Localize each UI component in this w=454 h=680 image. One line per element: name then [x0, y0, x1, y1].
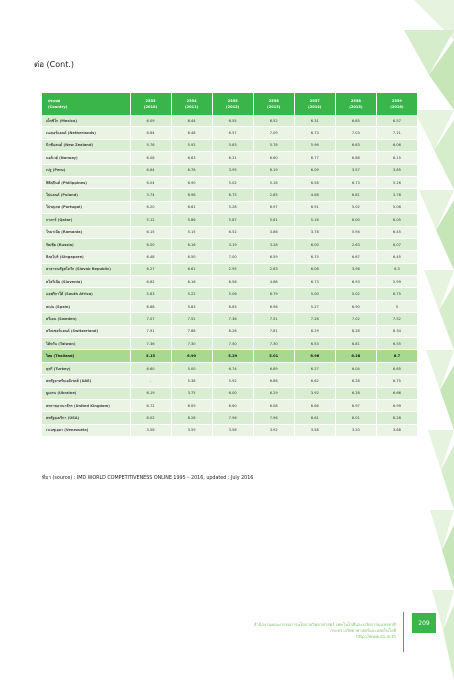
country-cell: เนเธอร์แลนด์ (Netherlands)	[42, 127, 130, 139]
value-cell: 7.52	[171, 313, 212, 325]
value-cell: 5.02	[335, 288, 376, 300]
page-number: 209	[412, 613, 436, 633]
value-cell: 2.95	[212, 263, 253, 275]
value-cell: 5.28	[212, 201, 253, 213]
value-cell: 6.66	[376, 387, 417, 399]
table-row	[42, 164, 418, 176]
country-cell: โปรตุเกส (Portugal)	[42, 201, 130, 213]
value-cell: 6.19	[253, 164, 294, 176]
table-header	[42, 93, 418, 115]
value-cell: 3.92	[253, 424, 294, 436]
table-row	[42, 238, 418, 250]
year-ad: (2015)	[349, 105, 363, 109]
table-row	[42, 424, 418, 436]
value-cell: 7.00	[212, 251, 253, 263]
value-cell: 6.97	[253, 201, 294, 213]
value-cell: 6.67	[335, 251, 376, 263]
value-cell: 6.3	[376, 263, 417, 275]
country-cell: สิงคโปร์ (Singapore)	[42, 251, 130, 263]
value-cell: 8.29	[294, 325, 335, 337]
value-cell: 5.00	[294, 288, 335, 300]
value-cell: 7.96	[212, 412, 253, 424]
value-cell: 5.83	[212, 139, 253, 151]
value-cell: 6.73	[294, 276, 335, 288]
year-column-header	[212, 93, 253, 115]
year-be: 2558	[350, 99, 361, 103]
country-cell: ยูเครน (Ukraine)	[42, 387, 130, 399]
value-cell: 6.28	[335, 375, 376, 387]
value-cell: 6.27	[130, 263, 171, 275]
table-row	[42, 276, 418, 288]
value-cell: 6.55	[212, 115, 253, 127]
value-cell: 6.60	[130, 362, 171, 374]
value-cell: 5.22	[171, 288, 212, 300]
value-cell: 6.96	[253, 300, 294, 312]
header-row	[42, 93, 418, 115]
table-row	[42, 226, 418, 238]
value-cell: 5.86	[171, 214, 212, 226]
value-cell: 8.01	[335, 412, 376, 424]
page-heading: ต่อ (Cont.)	[34, 60, 75, 69]
value-cell: 6.61	[171, 201, 212, 213]
value-cell: 6.28	[335, 387, 376, 399]
year-column-header	[335, 93, 376, 115]
value-cell: 6.63	[212, 300, 253, 312]
footer-org-line: สำนักงานคณะกรรมการนโยบายวิทยาศาสตร์ เทคโนโลยีและนวัตกรรมแห่งชาติ	[253, 622, 396, 627]
value-cell: 3.95	[212, 164, 253, 176]
value-cell: 3.57	[335, 164, 376, 176]
value-cell: 3.68	[376, 424, 417, 436]
value-cell: 6.48	[130, 251, 171, 263]
value-cell: 4.68	[294, 189, 335, 201]
value-cell: 5.92	[171, 139, 212, 151]
value-cell: 5.87	[212, 214, 253, 226]
country-column-header	[42, 93, 130, 115]
value-cell: 5.29	[212, 350, 253, 362]
value-cell: 6.90	[171, 176, 212, 188]
year-be: 2554	[186, 99, 197, 103]
year-ad: (2011)	[184, 105, 199, 109]
footer-website-link[interactable]: http://www.sti.or.th	[356, 634, 396, 639]
value-cell: 6.65	[376, 362, 417, 374]
table-row	[42, 387, 418, 399]
data-table	[42, 93, 418, 437]
year-column-header	[376, 93, 417, 115]
value-cell: 6.08	[253, 399, 294, 411]
value-cell: 5.06	[212, 288, 253, 300]
country-cell: สหรัฐอเมริกา (USA)	[42, 412, 130, 424]
value-cell: 6.89	[253, 362, 294, 374]
value-cell: 3.85	[376, 164, 417, 176]
footer-org-line: กระทรวงวิทยาศาสตร์และเทคโนโลยี	[330, 628, 396, 633]
value-cell: 6.61	[171, 263, 212, 275]
value-cell: 6.04	[335, 362, 376, 374]
country-cell: สาธารณรัฐสโลวัก (Slovak Republic)	[42, 263, 130, 275]
country-cell: สหราชอาณาจักร (United Kingdom)	[42, 399, 130, 411]
table-row	[42, 127, 418, 139]
value-cell: 6.77	[294, 152, 335, 164]
value-cell: 7.50	[212, 338, 253, 350]
value-cell: 6.56	[212, 276, 253, 288]
value-cell: 6.48	[171, 127, 212, 139]
value-cell: 3.20	[335, 424, 376, 436]
value-cell: 6.06	[376, 139, 417, 151]
country-cell: เม็กซิโก (Mexico)	[42, 115, 130, 127]
value-cell: 7.36	[212, 313, 253, 325]
value-cell: 5.15	[171, 226, 212, 238]
year-be: 2559	[391, 99, 402, 103]
value-cell: 5.02	[335, 201, 376, 213]
value-cell: 5.18	[253, 176, 294, 188]
country-cell: รัสเซีย (Russia)	[42, 238, 130, 250]
value-cell: 5.06	[376, 201, 417, 213]
value-cell: 6.90	[335, 300, 376, 312]
value-cell: 3.19	[212, 238, 253, 250]
value-cell: 6.00	[212, 387, 253, 399]
value-cell: 3.28	[253, 238, 294, 250]
table-row	[42, 412, 418, 424]
year-be: 2553	[145, 99, 156, 103]
value-cell: 6.08	[130, 152, 171, 164]
year-ad: (2014)	[308, 105, 322, 109]
value-cell: 6.05	[376, 214, 417, 226]
value-cell: 5.16	[294, 214, 335, 226]
value-cell: 5.83	[171, 300, 212, 312]
value-cell: 6.09	[171, 399, 212, 411]
table-row	[42, 115, 418, 127]
value-cell: 5.01	[253, 350, 294, 362]
value-cell: 6.64	[130, 164, 171, 176]
value-cell: 8.28	[171, 412, 212, 424]
value-cell: 6.00	[130, 238, 171, 250]
value-cell: 7.30	[253, 338, 294, 350]
value-cell: 2.63	[335, 238, 376, 250]
value-cell: 3.86	[253, 226, 294, 238]
value-cell: 6.62	[294, 375, 335, 387]
table-row	[42, 325, 418, 337]
table-row	[42, 263, 418, 275]
value-cell: 3.96	[335, 263, 376, 275]
value-cell: 6.15	[130, 226, 171, 238]
value-cell: 8.02	[130, 412, 171, 424]
value-cell: 6.50	[171, 251, 212, 263]
value-cell: 6.97	[335, 399, 376, 411]
value-cell: 6.44	[171, 115, 212, 127]
value-cell: 7.96	[253, 412, 294, 424]
table-row	[42, 338, 418, 350]
country-cell: เปรู (Peru)	[42, 164, 130, 176]
value-cell: 6.59	[253, 251, 294, 263]
year-be: 2555	[227, 99, 238, 103]
footer-organization	[254, 622, 396, 640]
value-cell: 7.88	[171, 325, 212, 337]
value-cell: 6.08	[294, 263, 335, 275]
value-cell: 6.68	[130, 300, 171, 312]
value-cell: 6.85	[335, 115, 376, 127]
year-ad: (2013)	[267, 105, 281, 109]
value-cell: 6.81	[335, 338, 376, 350]
value-cell: 7.51	[253, 313, 294, 325]
table-row	[42, 251, 418, 263]
value-cell: 6.79	[253, 288, 294, 300]
table-body	[42, 115, 418, 437]
value-cell: 6.86	[253, 375, 294, 387]
year-column-header	[130, 93, 171, 115]
value-cell: 5.27	[294, 300, 335, 312]
table-row	[42, 399, 418, 411]
value-cell: 8.34	[376, 325, 417, 337]
value-cell: 7.81	[253, 325, 294, 337]
value-cell: 6.60	[253, 152, 294, 164]
value-cell: 5.96	[294, 139, 335, 151]
year-be: 2557	[309, 99, 320, 103]
value-cell: 6.75	[294, 251, 335, 263]
value-cell: 6.93	[335, 276, 376, 288]
table-row	[42, 375, 418, 387]
value-cell: 7.52	[376, 313, 417, 325]
value-cell: 5.83	[130, 288, 171, 300]
value-cell: 3.78	[294, 226, 335, 238]
value-cell: 8.28	[335, 325, 376, 337]
country-cell: นอร์เวย์ (Norway)	[42, 152, 130, 164]
value-cell: 7.36	[130, 338, 171, 350]
country-cell: ไต้หวัน (Taiwan)	[42, 338, 130, 350]
value-cell: 6.07	[376, 238, 417, 250]
value-cell: 7.02	[335, 313, 376, 325]
value-cell: 8.61	[294, 412, 335, 424]
year-column-header	[294, 93, 335, 115]
value-cell: 6.58	[294, 176, 335, 188]
country-cell: โปแลนด์ (Poland)	[42, 189, 130, 201]
value-cell: 6.55	[376, 338, 417, 350]
value-cell: 6.45	[376, 226, 417, 238]
value-cell: 6.90	[171, 350, 212, 362]
value-cell: 3.58	[294, 424, 335, 436]
value-cell: 3.92	[294, 387, 335, 399]
value-cell: 6.20	[130, 201, 171, 213]
value-cell: 6.52	[253, 115, 294, 127]
table-row	[42, 300, 418, 312]
year-column-header	[171, 93, 212, 115]
value-cell: 2.63	[253, 263, 294, 275]
table-row	[42, 201, 418, 213]
value-cell: 6.00	[294, 238, 335, 250]
value-cell: 6.75	[376, 375, 417, 387]
value-cell: 5.12	[130, 214, 171, 226]
country-cell: สหรัฐอาหรับเอมิเรตส์ (UAE)	[42, 375, 130, 387]
value-cell: 6.57	[376, 115, 417, 127]
value-cell: 3.75	[171, 387, 212, 399]
value-cell: 6.96	[294, 350, 335, 362]
value-cell: 6.72	[130, 399, 171, 411]
value-cell: 5.94	[335, 226, 376, 238]
value-cell: 6.81	[335, 189, 376, 201]
value-cell: 5.92	[212, 375, 253, 387]
value-cell: 6.99	[376, 399, 417, 411]
table-row	[42, 176, 418, 188]
value-cell: 7.91	[130, 325, 171, 337]
country-cell: ตุรกี (Turkey)	[42, 362, 130, 374]
country-cell: กาตาร์ (Qatar)	[42, 214, 130, 226]
value-cell: 5.99	[376, 276, 417, 288]
value-cell: 3.59	[171, 424, 212, 436]
value-cell: 6.31	[294, 115, 335, 127]
table-row	[42, 139, 418, 151]
value-cell: 6.57	[212, 127, 253, 139]
value-cell: 6.62	[130, 276, 171, 288]
value-cell: 6.73	[335, 176, 376, 188]
table-row	[42, 362, 418, 374]
value-cell: 6.63	[171, 152, 212, 164]
value-cell: 6.45	[376, 251, 417, 263]
value-cell: 8.26	[212, 325, 253, 337]
value-cell: 7.21	[376, 127, 417, 139]
value-cell: 6.91	[294, 201, 335, 213]
value-cell: 6.16	[171, 238, 212, 250]
value-cell: 4.68	[253, 276, 294, 288]
value-cell: 5.76	[130, 139, 171, 151]
value-cell: 6.88	[335, 152, 376, 164]
value-cell: 3.74	[130, 189, 171, 201]
value-cell: 6.98	[171, 189, 212, 201]
value-cell: 6.00	[335, 214, 376, 226]
value-cell: 6.73	[294, 127, 335, 139]
country-cell: แอฟริกาใต้ (South Africa)	[42, 288, 130, 300]
value-cell: 6.60	[212, 399, 253, 411]
table-row	[42, 214, 418, 226]
country-header-english: (Country)	[48, 105, 68, 109]
value-cell: 2.65	[253, 189, 294, 201]
country-cell: สวีเดน (Sweden)	[42, 313, 130, 325]
value-cell: 7.03	[335, 127, 376, 139]
value-cell: 6.52	[212, 226, 253, 238]
footer-divider	[403, 612, 404, 652]
year-ad: (2010)	[143, 105, 158, 109]
value-cell: 5.15	[130, 350, 171, 362]
value-cell: 6.15	[376, 152, 417, 164]
country-cell: สโลวีเนีย (Slovenia)	[42, 276, 130, 288]
country-cell: นิวซีแลนด์ (New Zealand)	[42, 139, 130, 151]
country-cell: สวิตเซอร์แลนด์ (Switzerland)	[42, 325, 130, 337]
source-note: ที่มา (source) : IMD WORLD COMPETITIVENESS ONLINE 1995 – 2016, updated : July 2016	[42, 476, 254, 481]
value-cell: 7.30	[171, 338, 212, 350]
value-cell: 5.26	[376, 176, 417, 188]
value-cell: 6.28	[335, 350, 376, 362]
value-cell: 5	[376, 300, 417, 312]
year-ad: (2016)	[390, 105, 404, 109]
value-cell: 6.74	[212, 362, 253, 374]
value-cell: 3.56	[130, 424, 171, 436]
value-cell: 7.09	[253, 127, 294, 139]
table-row	[42, 350, 418, 362]
value-cell: 6.66	[294, 399, 335, 411]
value-cell: 6.09	[130, 115, 171, 127]
country-header-thai: ประเทศ	[48, 99, 61, 103]
value-cell: 6.53	[294, 338, 335, 350]
value-cell: 6.27	[294, 362, 335, 374]
value-cell: 6.29	[253, 387, 294, 399]
country-cell: ฟิลิปปินส์ (Philippines)	[42, 176, 130, 188]
value-cell: 6.64	[130, 127, 171, 139]
country-cell: สเปน (Spain)	[42, 300, 130, 312]
value-cell: -	[130, 375, 171, 387]
value-cell: 6.09	[294, 164, 335, 176]
value-cell: 5.38	[171, 375, 212, 387]
value-cell: 5.78	[253, 139, 294, 151]
table-row	[42, 313, 418, 325]
value-cell: 6.75	[212, 189, 253, 201]
country-cell: โรมาเนีย (Romania)	[42, 226, 130, 238]
value-cell: 6.7	[376, 350, 417, 362]
value-cell: 6.04	[130, 176, 171, 188]
year-ad: (2012)	[226, 105, 240, 109]
value-cell: 5.61	[253, 214, 294, 226]
value-cell: 7.28	[294, 313, 335, 325]
value-cell: 6.19	[130, 387, 171, 399]
table-row	[42, 152, 418, 164]
value-cell: 6.63	[335, 139, 376, 151]
value-cell: 6.78	[171, 164, 212, 176]
value-cell: 5.00	[171, 362, 212, 374]
table-row	[42, 189, 418, 201]
value-cell: 6.16	[171, 276, 212, 288]
value-cell: 3.78	[376, 189, 417, 201]
year-be: 2556	[268, 99, 279, 103]
year-column-header	[253, 93, 294, 115]
value-cell: 8.28	[376, 412, 417, 424]
table-row	[42, 288, 418, 300]
country-cell: ไทย (Thailand)	[42, 350, 130, 362]
value-cell: 6.75	[376, 288, 417, 300]
country-cell: เวเนซุเอลา (Venezuela)	[42, 424, 130, 436]
value-cell: 7.07	[130, 313, 171, 325]
value-cell: 3.56	[212, 424, 253, 436]
value-cell: 6.31	[212, 152, 253, 164]
value-cell: 5.02	[212, 176, 253, 188]
